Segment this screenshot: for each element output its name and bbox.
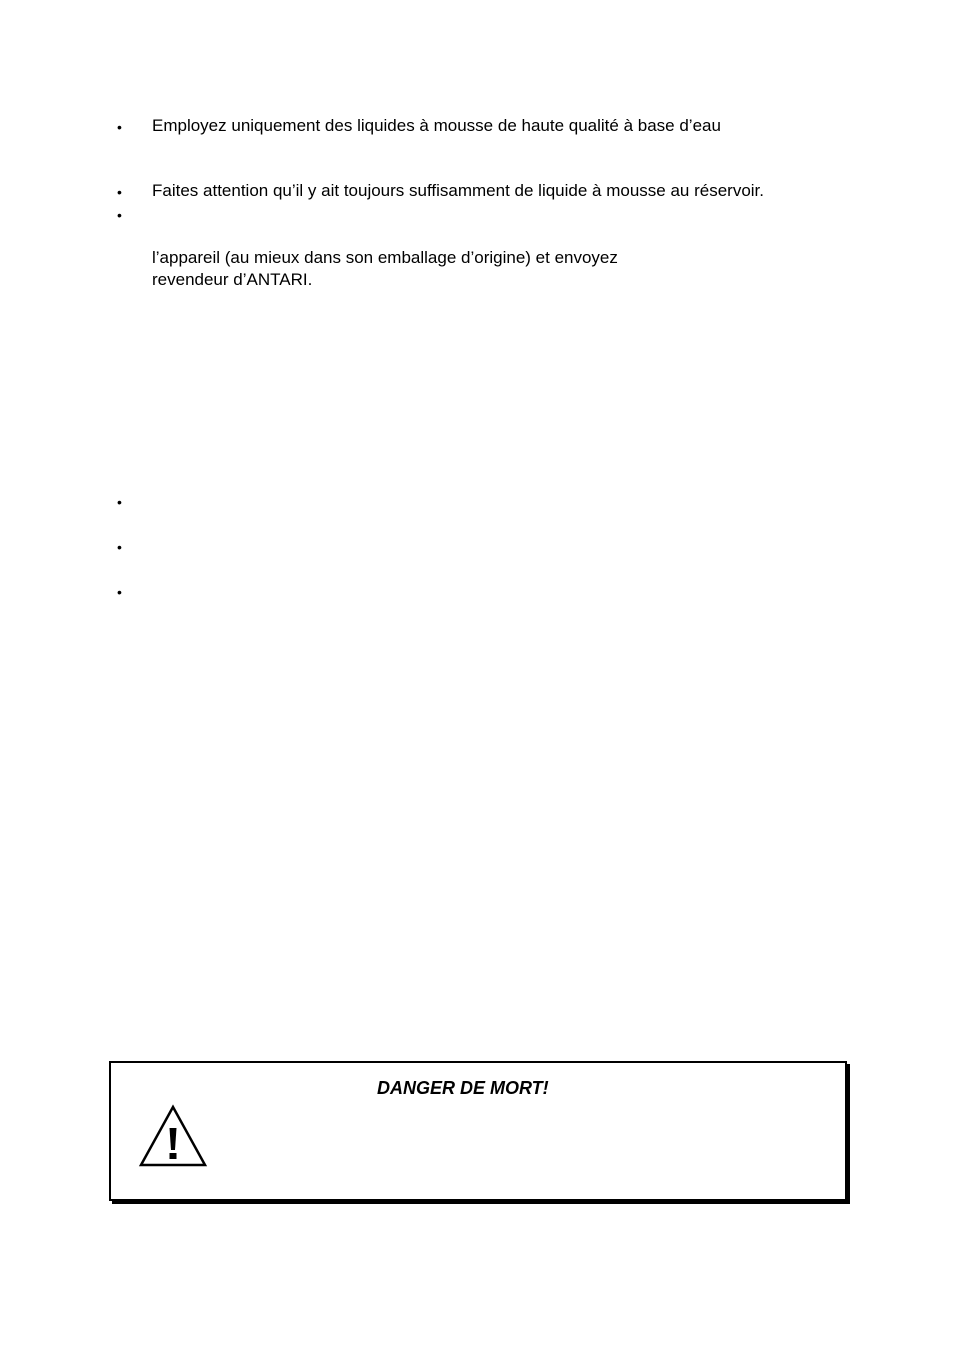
- warning-triangle-icon: [138, 1104, 208, 1168]
- item-3-line-2: revendeur d’ANTARI.: [152, 270, 313, 289]
- warning-box: [109, 1061, 847, 1201]
- bullet-4: •: [117, 494, 122, 510]
- bullet-1: •: [117, 119, 122, 135]
- warning-title: DANGER DE MORT!: [377, 1078, 549, 1098]
- bullet-5: •: [117, 539, 122, 555]
- bullet-2: •: [117, 184, 122, 200]
- item-2-text: Faites attention qu’il y ait toujours suffisamment de liquide à mousse au réservoir.: [152, 181, 764, 200]
- item-3-line-1: l’appareil (au mieux dans son emballage d’origine) et envoyez: [152, 248, 618, 267]
- item-1-text: Employez uniquement des liquides à mousse de haute qualité à base d’eau: [152, 116, 721, 135]
- bullet-6: •: [117, 584, 122, 600]
- bullet-3: •: [117, 207, 122, 223]
